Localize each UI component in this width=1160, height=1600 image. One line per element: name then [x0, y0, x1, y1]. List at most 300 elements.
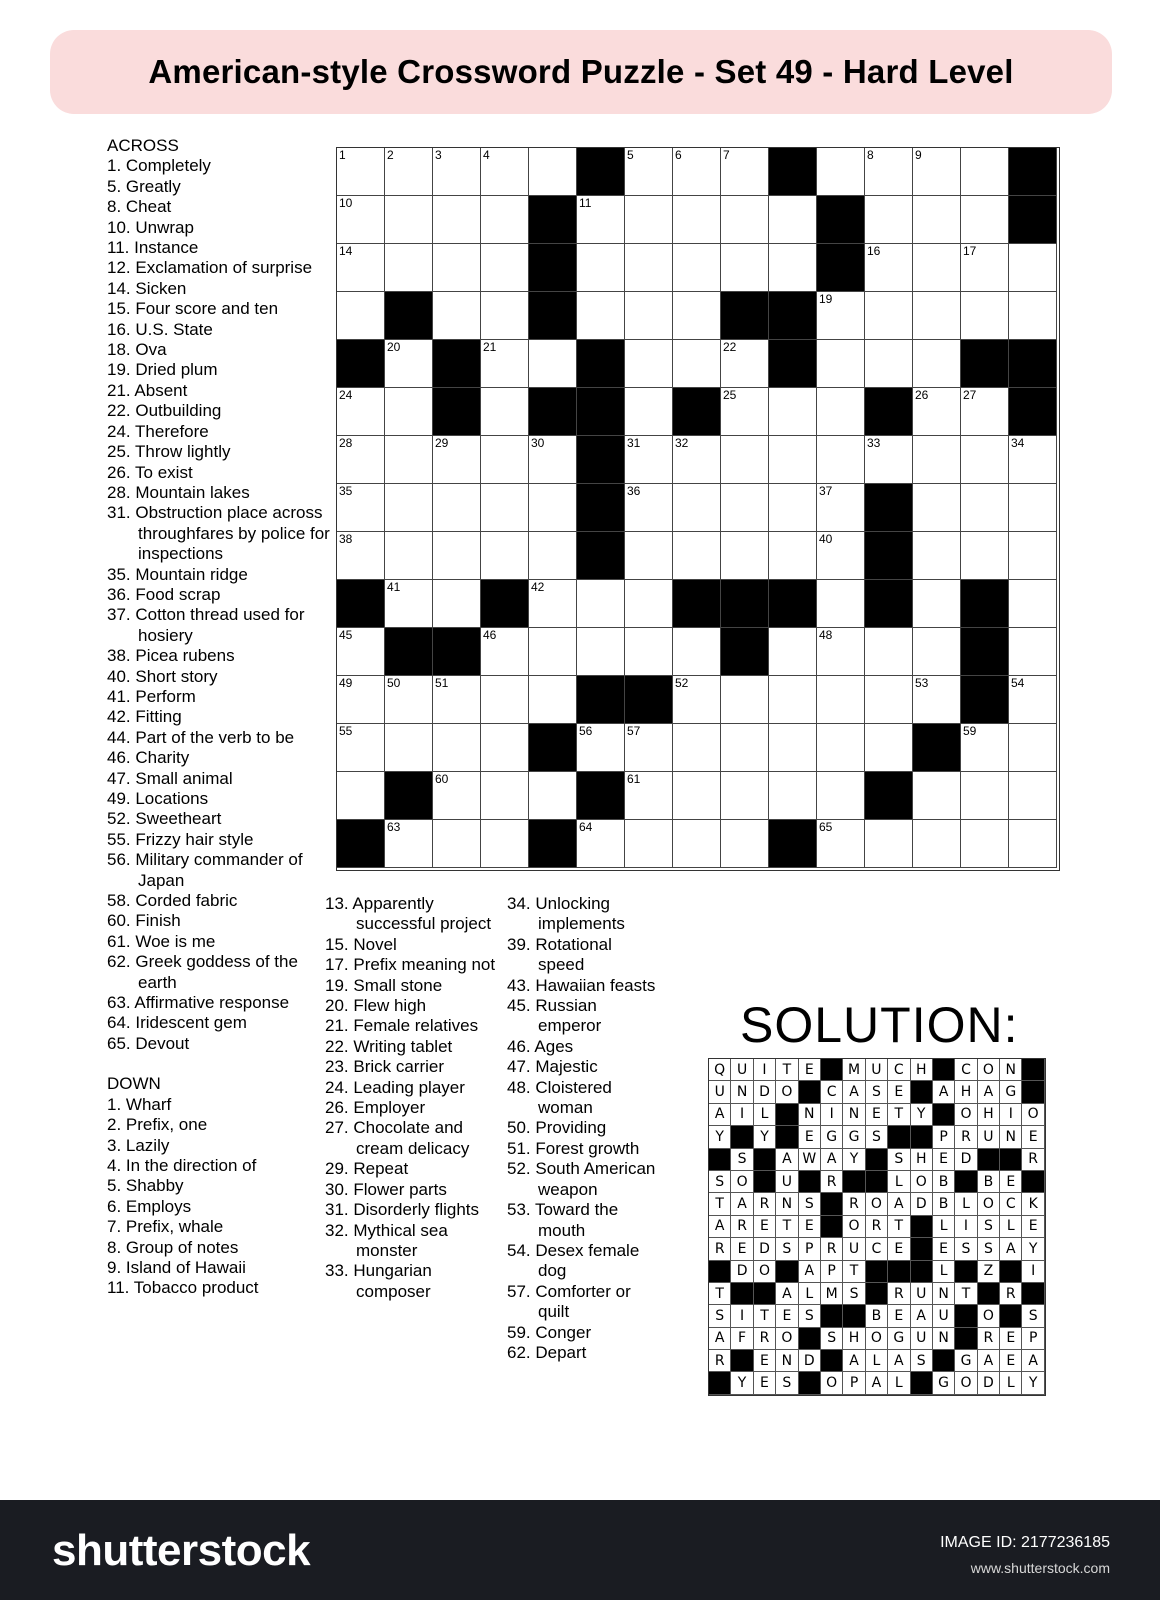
grid-cell[interactable] [673, 676, 721, 724]
clue-number: 61 [627, 772, 641, 786]
clue-item: 46. Charity [107, 748, 190, 768]
solution-letter: D [754, 1238, 776, 1260]
black-square [817, 196, 865, 244]
clue-item: 57. Comforter or quilt [507, 1281, 631, 1322]
grid-cell[interactable] [865, 676, 913, 724]
grid-cell[interactable] [481, 436, 529, 484]
grid-cell[interactable] [529, 676, 577, 724]
grid-cell[interactable] [913, 244, 961, 292]
black-square [817, 244, 865, 292]
solution-letter: T [776, 1216, 798, 1238]
black-square [577, 484, 625, 532]
clue-number: 53 [915, 676, 929, 690]
grid-cell[interactable] [481, 820, 529, 868]
crossword-grid [336, 147, 1060, 871]
grid-cell[interactable] [673, 724, 721, 772]
grid-cell[interactable] [337, 436, 385, 484]
grid-cell[interactable] [721, 676, 769, 724]
grid-cell[interactable] [769, 676, 817, 724]
black-square [433, 628, 481, 676]
grid-cell[interactable] [433, 436, 481, 484]
clue-number: 42 [531, 580, 545, 594]
grid-cell[interactable] [1009, 820, 1057, 868]
grid-cell[interactable] [337, 772, 385, 820]
grid-cell[interactable] [481, 292, 529, 340]
solution-letter: A [978, 1350, 1000, 1372]
grid-cell[interactable] [1009, 628, 1057, 676]
grid-cell[interactable] [721, 484, 769, 532]
grid-cell[interactable] [817, 340, 865, 388]
grid-cell[interactable] [433, 724, 481, 772]
clue-item: 25. Throw lightly [107, 442, 231, 462]
black-square [481, 580, 529, 628]
solution-letter: T [843, 1261, 865, 1283]
clue-number: 35 [339, 484, 353, 498]
grid-cell[interactable] [817, 772, 865, 820]
grid-cell[interactable] [913, 580, 961, 628]
grid-cell[interactable] [433, 676, 481, 724]
grid-cell[interactable] [1009, 292, 1057, 340]
black-square [865, 580, 913, 628]
grid-cell[interactable] [529, 436, 577, 484]
solution-letter: N [1000, 1126, 1022, 1148]
solution-letter: L [754, 1104, 776, 1126]
grid-cell[interactable] [337, 292, 385, 340]
clue-item: 45. Russian emperor [507, 996, 602, 1036]
solution-letter: R [1022, 1149, 1044, 1171]
grid-cell[interactable] [817, 388, 865, 436]
grid-cell[interactable] [769, 484, 817, 532]
grid-cell[interactable] [769, 196, 817, 244]
black-square [769, 292, 817, 340]
clue-item: 6. Employs [107, 1196, 192, 1216]
grid-cell[interactable] [961, 196, 1009, 244]
grid-cell[interactable] [721, 196, 769, 244]
grid-cell[interactable] [481, 148, 529, 196]
grid-cell[interactable] [529, 340, 577, 388]
solution-letter: B [866, 1305, 888, 1327]
clue-number: 9 [915, 148, 922, 162]
grid-cell[interactable] [673, 436, 721, 484]
grid-cell[interactable] [337, 196, 385, 244]
solution-letter: M [821, 1283, 843, 1305]
grid-cell[interactable] [865, 820, 913, 868]
grid-cell[interactable] [433, 484, 481, 532]
grid-cell[interactable] [673, 772, 721, 820]
grid-cell[interactable] [817, 484, 865, 532]
grid-cell[interactable] [625, 292, 673, 340]
grid-cell[interactable] [913, 532, 961, 580]
grid-cell[interactable] [673, 340, 721, 388]
solution-letter: I [821, 1104, 843, 1126]
grid-cell[interactable] [865, 436, 913, 484]
grid-cell[interactable] [721, 244, 769, 292]
grid-cell[interactable] [1009, 436, 1057, 484]
clue-number: 21 [483, 340, 497, 354]
solution-black-square [933, 1104, 955, 1126]
solution-letter: I [955, 1216, 977, 1238]
solution-letter: P [821, 1261, 843, 1283]
solution-letter: S [821, 1328, 843, 1350]
down-clues-column-3 [507, 894, 657, 1363]
clue-number: 25 [723, 388, 737, 402]
solution-black-square [731, 1126, 753, 1148]
grid-cell[interactable] [769, 724, 817, 772]
solution-letter: A [821, 1149, 843, 1171]
grid-cell[interactable] [817, 292, 865, 340]
grid-cell[interactable] [481, 340, 529, 388]
grid-cell[interactable] [529, 772, 577, 820]
grid-cell[interactable] [625, 196, 673, 244]
grid-cell[interactable] [385, 580, 433, 628]
solution-letter: N [799, 1104, 821, 1126]
grid-cell[interactable] [913, 676, 961, 724]
grid-cell[interactable] [337, 484, 385, 532]
clue-item: 13. Apparently successful project [325, 894, 492, 934]
grid-cell[interactable] [721, 148, 769, 196]
grid-cell[interactable] [625, 388, 673, 436]
grid-cell[interactable] [721, 772, 769, 820]
grid-cell[interactable] [577, 820, 625, 868]
grid-cell[interactable] [1009, 484, 1057, 532]
solution-letter: R [1000, 1283, 1022, 1305]
grid-cell[interactable] [625, 436, 673, 484]
grid-cell[interactable] [385, 196, 433, 244]
grid-cell[interactable] [721, 340, 769, 388]
solution-letter: E [866, 1104, 888, 1126]
solution-letter: D [955, 1149, 977, 1171]
grid-cell[interactable] [577, 292, 625, 340]
solution-black-square [866, 1149, 888, 1171]
solution-letter: L [1000, 1216, 1022, 1238]
solution-black-square [754, 1149, 776, 1171]
solution-letter: T [888, 1216, 910, 1238]
grid-cell[interactable] [961, 148, 1009, 196]
solution-black-square [911, 1372, 933, 1394]
solution-letter: D [911, 1193, 933, 1215]
page-title: American-style Crossword Puzzle - Set 49 - Hard Level [148, 53, 1014, 90]
grid-cell[interactable] [913, 628, 961, 676]
grid-cell[interactable] [433, 532, 481, 580]
black-square [961, 340, 1009, 388]
grid-cell[interactable] [337, 676, 385, 724]
solution-letter: Y [911, 1104, 933, 1126]
grid-cell[interactable] [817, 436, 865, 484]
grid-cell[interactable] [385, 724, 433, 772]
grid-cell[interactable] [817, 724, 865, 772]
grid-cell[interactable] [673, 628, 721, 676]
grid-cell[interactable] [625, 532, 673, 580]
grid-cell[interactable] [913, 484, 961, 532]
grid-cell[interactable] [625, 148, 673, 196]
grid-cell[interactable] [337, 724, 385, 772]
clue-item: 8. Cheat [107, 197, 172, 217]
grid-cell[interactable] [385, 340, 433, 388]
grid-cell[interactable] [961, 820, 1009, 868]
grid-cell[interactable] [433, 148, 481, 196]
clue-item: 35. Mountain ridge [107, 564, 248, 584]
grid-cell[interactable] [481, 628, 529, 676]
clue-number: 48 [819, 628, 833, 642]
grid-cell[interactable] [865, 292, 913, 340]
clue-item: 49. Locations [107, 789, 209, 808]
grid-cell[interactable] [865, 244, 913, 292]
grid-cell[interactable] [577, 724, 625, 772]
grid-cell[interactable] [1009, 676, 1057, 724]
grid-cell[interactable] [961, 532, 1009, 580]
solution-black-square [821, 1193, 843, 1215]
clue-item: 17. Prefix meaning not [325, 955, 496, 975]
grid-cell[interactable] [817, 148, 865, 196]
grid-cell[interactable] [481, 196, 529, 244]
solution-letter: E [1022, 1216, 1044, 1238]
grid-cell[interactable] [961, 484, 1009, 532]
grid-cell[interactable] [961, 724, 1009, 772]
solution-black-square [731, 1283, 753, 1305]
clue-item: 1. Completely [107, 156, 211, 176]
solution-letter: E [754, 1216, 776, 1238]
solution-letter: P [1022, 1328, 1044, 1350]
grid-cell[interactable] [625, 772, 673, 820]
solution-letter: E [731, 1238, 753, 1260]
clue-item: 5. Shabby [107, 1176, 184, 1196]
solution-letter: U [709, 1081, 731, 1103]
grid-cell[interactable] [769, 244, 817, 292]
grid-cell[interactable] [817, 676, 865, 724]
grid-cell[interactable] [961, 436, 1009, 484]
grid-cell[interactable] [865, 196, 913, 244]
grid-cell[interactable] [673, 148, 721, 196]
grid-cell[interactable] [769, 772, 817, 820]
black-square [1009, 196, 1057, 244]
solution-black-square [866, 1261, 888, 1283]
clue-item: 24. Leading player [325, 1077, 465, 1097]
grid-cell[interactable] [577, 580, 625, 628]
solution-black-square [1022, 1283, 1044, 1305]
clue-item: 24. Therefore [107, 421, 209, 441]
solution-black-square [843, 1305, 865, 1327]
grid-cell[interactable] [433, 772, 481, 820]
grid-cell[interactable] [721, 820, 769, 868]
clue-number: 4 [483, 148, 490, 162]
grid-cell[interactable] [625, 820, 673, 868]
grid-cell[interactable] [1009, 772, 1057, 820]
grid-cell[interactable] [961, 388, 1009, 436]
solution-letter: S [709, 1171, 731, 1193]
solution-black-square [888, 1126, 910, 1148]
grid-cell[interactable] [529, 532, 577, 580]
solution-letter: S [843, 1283, 865, 1305]
grid-cell[interactable] [481, 772, 529, 820]
solution-letter: E [1000, 1171, 1022, 1193]
grid-cell[interactable] [481, 676, 529, 724]
grid-cell[interactable] [817, 628, 865, 676]
black-square [1009, 388, 1057, 436]
grid-cell[interactable] [433, 196, 481, 244]
grid-cell[interactable] [673, 244, 721, 292]
clue-number: 57 [627, 724, 641, 738]
clue-item: 48. Cloistered woman [507, 1077, 612, 1118]
grid-cell[interactable] [529, 628, 577, 676]
grid-cell[interactable] [481, 484, 529, 532]
grid-cell[interactable] [721, 388, 769, 436]
black-square [577, 388, 625, 436]
grid-cell[interactable] [769, 388, 817, 436]
grid-cell[interactable] [1009, 244, 1057, 292]
solution-letter: N [1000, 1059, 1022, 1081]
grid-cell[interactable] [865, 628, 913, 676]
grid-cell[interactable] [385, 484, 433, 532]
clue-item: 42. Fitting [107, 707, 182, 727]
grid-cell[interactable] [913, 388, 961, 436]
grid-cell[interactable] [913, 436, 961, 484]
solution-letter: A [888, 1350, 910, 1372]
grid-cell[interactable] [817, 820, 865, 868]
solution-black-square [843, 1171, 865, 1193]
grid-cell[interactable] [385, 436, 433, 484]
grid-cell[interactable] [385, 388, 433, 436]
grid-cell[interactable] [433, 580, 481, 628]
clue-item: 31. Obstruction place across throughfares by police for inspections [107, 503, 330, 564]
solution-letter: S [776, 1372, 798, 1394]
clue-item: 60. Finish [107, 911, 181, 931]
solution-letter: A [866, 1372, 888, 1394]
solution-black-square [799, 1328, 821, 1350]
solution-black-square [799, 1372, 821, 1394]
grid-cell[interactable] [385, 532, 433, 580]
grid-cell[interactable] [865, 724, 913, 772]
black-square [913, 724, 961, 772]
solution-letter: G [933, 1372, 955, 1394]
grid-cell[interactable] [721, 724, 769, 772]
grid-cell[interactable] [433, 292, 481, 340]
solution-letter: C [866, 1238, 888, 1260]
grid-cell[interactable] [625, 340, 673, 388]
grid-cell[interactable] [961, 292, 1009, 340]
grid-cell[interactable] [817, 532, 865, 580]
grid-cell[interactable] [337, 244, 385, 292]
solution-grid [708, 1058, 1046, 1396]
grid-cell[interactable] [817, 580, 865, 628]
solution-letter: R [754, 1193, 776, 1215]
grid-cell[interactable] [913, 292, 961, 340]
grid-cell[interactable] [673, 532, 721, 580]
solution-letter: E [799, 1059, 821, 1081]
solution-letter: F [731, 1328, 753, 1350]
grid-cell[interactable] [385, 676, 433, 724]
solution-letter: P [933, 1126, 955, 1148]
grid-cell[interactable] [337, 628, 385, 676]
solution-letter: I [731, 1104, 753, 1126]
grid-cell[interactable] [577, 244, 625, 292]
solution-letter: E [776, 1305, 798, 1327]
grid-cell[interactable] [625, 580, 673, 628]
solution-letter: S [799, 1193, 821, 1215]
grid-cell[interactable] [529, 580, 577, 628]
solution-letter: Q [709, 1059, 731, 1081]
grid-cell[interactable] [769, 532, 817, 580]
grid-cell[interactable] [865, 340, 913, 388]
grid-cell[interactable] [625, 628, 673, 676]
clue-item: 4. In the direction of [107, 1155, 257, 1175]
grid-cell[interactable] [481, 532, 529, 580]
grid-cell[interactable] [721, 436, 769, 484]
grid-cell[interactable] [769, 628, 817, 676]
solution-black-square [866, 1171, 888, 1193]
grid-cell[interactable] [673, 196, 721, 244]
grid-cell[interactable] [673, 292, 721, 340]
grid-cell[interactable] [529, 148, 577, 196]
grid-cell[interactable] [913, 772, 961, 820]
solution-letter: S [955, 1238, 977, 1260]
grid-cell[interactable] [1009, 724, 1057, 772]
solution-letter: O [843, 1216, 865, 1238]
grid-cell[interactable] [577, 628, 625, 676]
grid-cell[interactable] [721, 532, 769, 580]
grid-cell[interactable] [433, 820, 481, 868]
grid-cell[interactable] [913, 196, 961, 244]
grid-cell[interactable] [433, 244, 481, 292]
grid-cell[interactable] [625, 244, 673, 292]
grid-cell[interactable] [337, 148, 385, 196]
grid-cell[interactable] [913, 148, 961, 196]
clue-number: 24 [339, 388, 353, 402]
clue-number: 31 [627, 436, 641, 450]
grid-cell[interactable] [577, 196, 625, 244]
grid-cell[interactable] [865, 148, 913, 196]
grid-cell[interactable] [913, 340, 961, 388]
clue-item: 39. Rotational speed [507, 934, 612, 975]
solution-black-square [978, 1149, 1000, 1171]
grid-cell[interactable] [913, 820, 961, 868]
grid-cell[interactable] [385, 244, 433, 292]
grid-cell[interactable] [673, 484, 721, 532]
clue-item: 32. Mythical sea monster [325, 1220, 448, 1260]
grid-cell[interactable] [961, 772, 1009, 820]
clue-item: 40. Short story [107, 666, 218, 686]
solution-letter: N [933, 1328, 955, 1350]
clue-item: 44. Part of the verb to be [107, 727, 295, 747]
clue-item: 52. Sweetheart [107, 809, 222, 829]
grid-cell[interactable] [673, 820, 721, 868]
solution-letter: H [911, 1149, 933, 1171]
solution-letter: E [754, 1350, 776, 1372]
grid-cell[interactable] [625, 484, 673, 532]
grid-cell[interactable] [481, 388, 529, 436]
grid-cell[interactable] [481, 724, 529, 772]
grid-cell[interactable] [529, 484, 577, 532]
solution-letter: T [776, 1059, 798, 1081]
grid-cell[interactable] [1009, 580, 1057, 628]
clue-number: 8 [867, 148, 874, 162]
grid-cell[interactable] [385, 820, 433, 868]
clue-item: 22. Outbuilding [107, 401, 222, 421]
solution-letter: L [888, 1372, 910, 1394]
solution-letter: S [776, 1238, 798, 1260]
solution-black-square [709, 1149, 731, 1171]
grid-cell[interactable] [337, 532, 385, 580]
black-square [1009, 148, 1057, 196]
grid-cell[interactable] [481, 244, 529, 292]
grid-cell[interactable] [337, 388, 385, 436]
grid-cell[interactable] [625, 724, 673, 772]
grid-cell[interactable] [961, 244, 1009, 292]
clue-number: 52 [675, 676, 689, 690]
grid-cell[interactable] [385, 148, 433, 196]
solution-letter: U [866, 1059, 888, 1081]
grid-cell[interactable] [1009, 532, 1057, 580]
grid-cell[interactable] [769, 436, 817, 484]
